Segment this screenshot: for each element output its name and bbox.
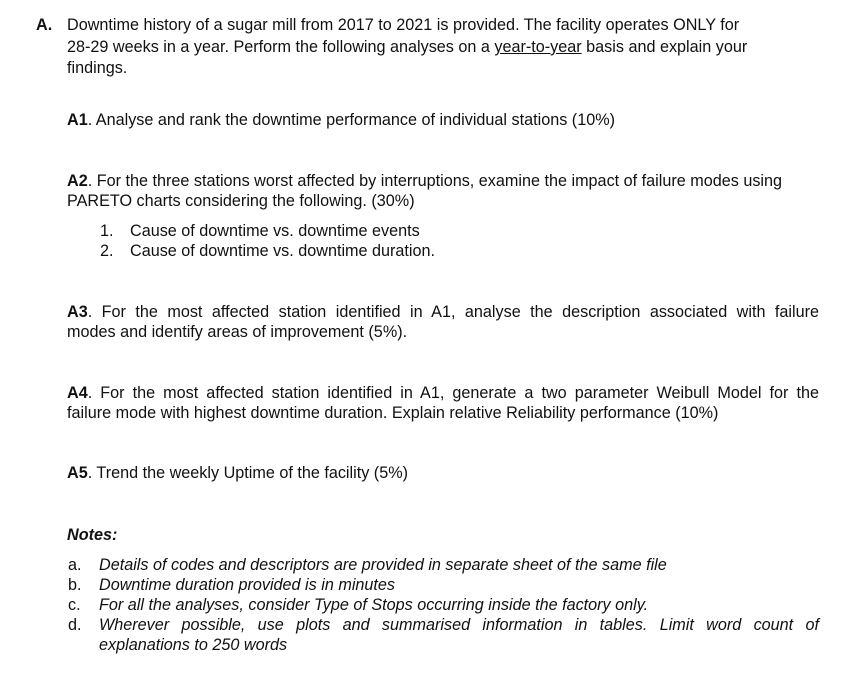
question-a5 bbox=[67, 463, 408, 483]
question-a3-line-1 bbox=[67, 302, 819, 322]
a5-label: A5 bbox=[67, 464, 88, 482]
question-a3-line-2: modes and identify areas of improvement (5%). bbox=[67, 323, 408, 341]
a2-item-1-text: Cause of downtime vs. downtime events bbox=[130, 222, 420, 240]
note-d-line-2: explanations to 250 words bbox=[99, 636, 288, 654]
note-c-text: For all the analyses, consider Type of Stops occurring inside the factory only. bbox=[99, 596, 649, 614]
a2-item-2-number: 2. bbox=[100, 242, 114, 260]
section-a-line-2 bbox=[67, 37, 747, 57]
a3-line-1-text: . For the most affected station identified in A1, analyse the description associated with failure bbox=[87, 303, 819, 321]
a4-label: A4 bbox=[67, 384, 88, 402]
question-a4-line-1 bbox=[67, 383, 819, 403]
section-a-line-2-pre: 28-29 weeks in a year. Perform the following analyses on a bbox=[67, 38, 495, 56]
a2-label: A2 bbox=[67, 172, 88, 190]
question-a4-line-2: failure mode with highest downtime duration. Explain relative Reliability performance (10%) bbox=[67, 404, 719, 422]
a1-label: A1 bbox=[67, 111, 88, 129]
section-a-label: A. bbox=[36, 16, 53, 34]
question-a2-line-1 bbox=[67, 171, 782, 191]
note-d-text: Wherever possible, use plots and summarised information in tables. Limit word count of bbox=[99, 616, 819, 634]
section-a-line-2-post: basis and explain your bbox=[581, 38, 748, 56]
note-d-letter: d. bbox=[68, 616, 82, 634]
a2-item-1-number: 1. bbox=[100, 222, 114, 240]
a1-text: . Analyse and rank the downtime performance of individual stations (10%) bbox=[87, 111, 615, 129]
notes-title: Notes: bbox=[67, 526, 118, 544]
a2-item-2-text: Cause of downtime vs. downtime duration. bbox=[130, 242, 436, 260]
question-a2-line-2: PARETO charts considering the following. (30%) bbox=[67, 192, 415, 210]
section-a-line-1: Downtime history of a sugar mill from 2017 to 2021 is provided. The facility operates ONLY for bbox=[67, 16, 740, 34]
question-a1 bbox=[67, 110, 615, 130]
year-to-year-underlined: year-to-year bbox=[494, 38, 582, 56]
note-b-letter: b. bbox=[68, 576, 82, 594]
note-c-letter: c. bbox=[68, 596, 81, 614]
note-a-text: Details of codes and descriptors are provided in separate sheet of the same file bbox=[99, 556, 667, 574]
a2-line-1-text: . For the three stations worst affected by interruptions, examine the impact of failure modes using bbox=[87, 172, 783, 190]
note-a-letter: a. bbox=[68, 556, 82, 574]
section-a-line-3: findings. bbox=[67, 59, 128, 77]
note-b-text: Downtime duration provided is in minutes bbox=[99, 576, 396, 594]
a5-text: . Trend the weekly Uptime of the facility (5%) bbox=[87, 464, 408, 482]
a3-label: A3 bbox=[67, 303, 88, 321]
a4-line-1-text: . For the most affected station identified in A1, generate a two parameter Weibull Model for the bbox=[87, 384, 819, 402]
